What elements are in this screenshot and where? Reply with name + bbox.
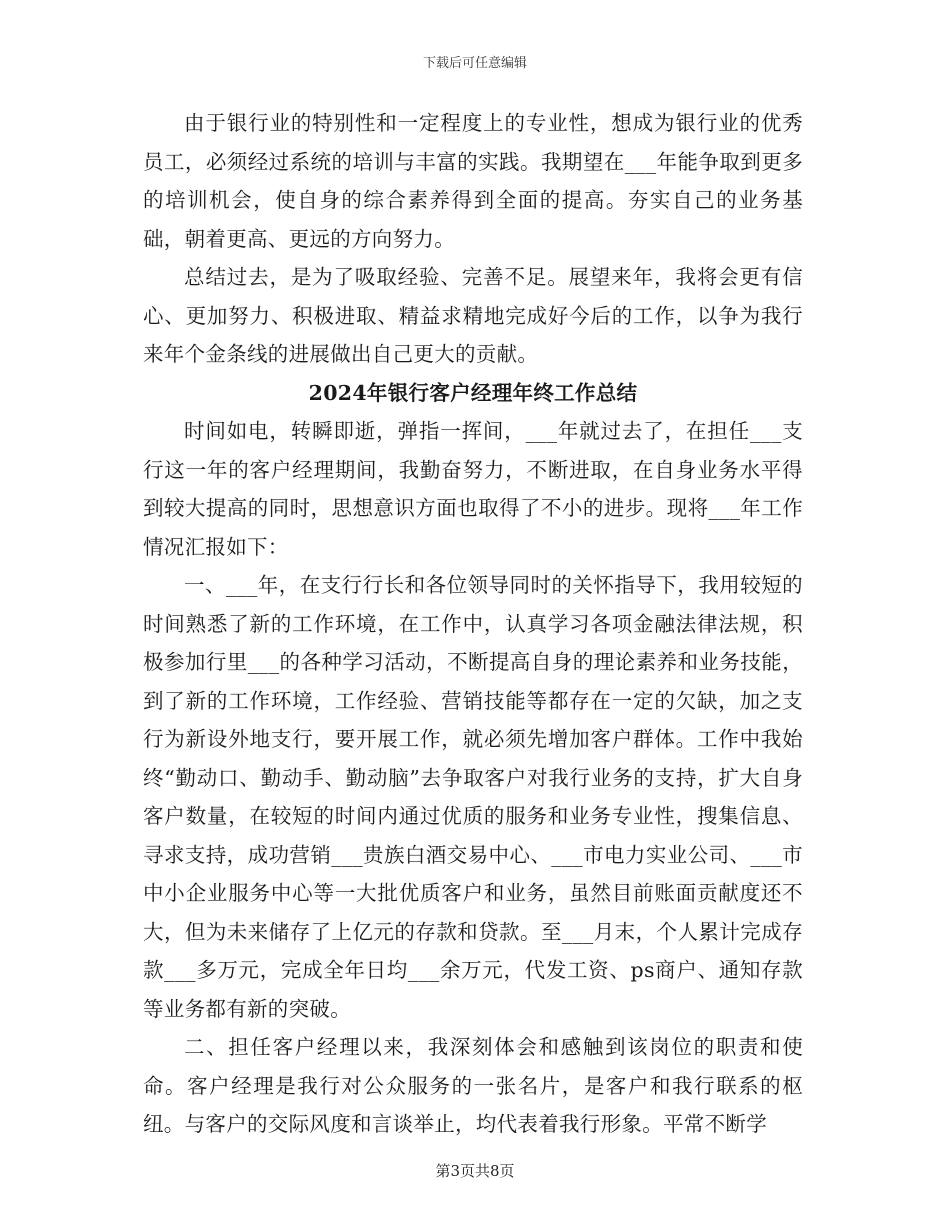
paragraph: 由于银行业的特别性和一定程度上的专业性，想成为银行业的优秀员工，必须经过系统的培训与丰富的实践。我期望在___年能争取到更多的培训机会，使自身的综合素养得到全面的提高。夯实自己的业务基础，朝着更高、更远的方向努力。 (143, 111, 803, 251)
paragraph: 一、___年，在支行行长和各位领导同时的关怀指导下，我用较短的时间熟悉了新的工作环境，在工作中，认真学习各项金融法律法规，积极参加行里___的各种学习活动，不断提高自身的理论素养和业务技能，到了新的工作环境，工作经验、营销技能等都存在一定的欠缺，加之支行为新设外地支行，要开展工作，就必须先增加客户群体。工作中我始终“勤动口、勤动手、勤动脑”去争取客户对我行业务的支持，扩大自身客户数量，在较短的时间内通过优质的服务和业务专业性，搜集信息、寻求支持，成功营销___贵族白酒交易中心、___市电力实业公司、___市中小企业服务中心等一大批优质客户和业务，虽然目前账面贡献度还不大，但为未来储存了上亿元的存款和贷款。至___月末，个人累计完成存款___多万元，完成全年日均___余万元，代发工资、ps商户、通知存款等业务都有新的突破。 (143, 573, 803, 1021)
document-body (143, 104, 803, 1144)
page-header-note: 下载后可任意编辑 (422, 56, 527, 71)
page-number: 第3页共8页 (435, 1162, 515, 1180)
section-title: 2024年银行客户经理年终工作总结 (308, 380, 638, 405)
paragraph: 总结过去，是为了吸取经验、完善不足。展望来年，我将会更有信心、更加努力、积极进取、精益求精地完成好今后的工作，以争为我行来年个金条线的进展做出自己更大的贡献。 (143, 265, 803, 366)
paragraph: 二、担任客户经理以来，我深刻体会和感触到该岗位的职责和使命。客户经理是我行对公众服务的一张名片，是客户和我行联系的枢纽。与客户的交际风度和言谈举止，均代表着我行形象。平常不断学 (143, 1035, 803, 1136)
paragraph: 时间如电，转瞬即逝，弹指一挥间，___年就过去了，在担任___支行这一年的客户经理期间，我勤奋努力，不断进取，在自身业务水平得到较大提高的同时，思想意识方面也取得了不小的进步。现将___年工作情况汇报如下： (143, 419, 803, 559)
